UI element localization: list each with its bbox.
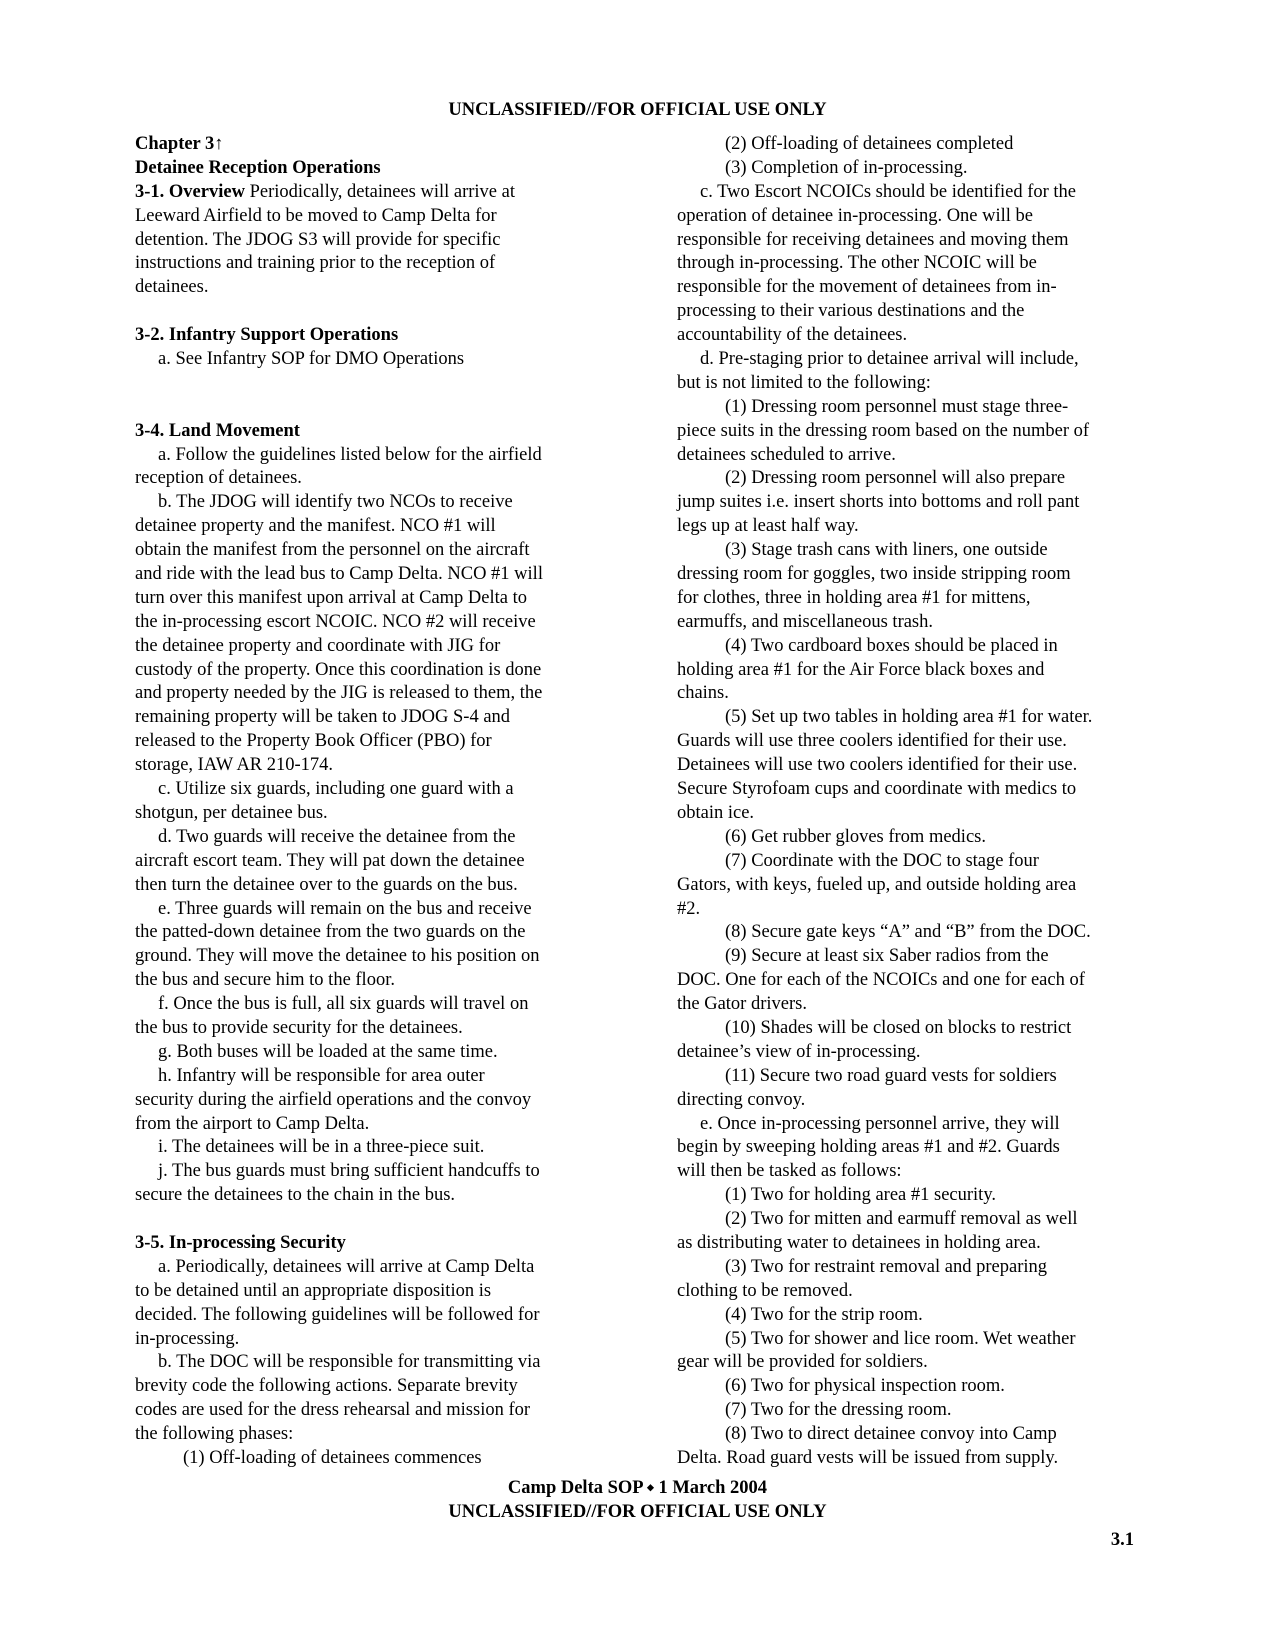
- footer-classification: UNCLASSIFIED//FOR OFFICIAL USE ONLY: [448, 1502, 827, 1522]
- text-line: the following phases:: [135, 1424, 294, 1445]
- text-line: responsible for receiving detainees and moving them: [677, 229, 1069, 250]
- text-line: from the airport to Camp Delta.: [135, 1113, 370, 1134]
- text-line: dressing room for goggles, two inside stripping room: [677, 564, 1071, 585]
- right-column: [677, 133, 1152, 1471]
- text-line: detention. The JDOG S3 will provide for specific: [135, 229, 501, 250]
- text-line: (8) Secure gate keys “A” and “B” from the DOC.: [725, 922, 1091, 943]
- text-line: DOC. One for each of the NCOICs and one for each of: [677, 970, 1085, 991]
- text-line: (2) Dressing room personnel will also prepare: [725, 468, 1066, 489]
- text-line: obtain ice.: [677, 802, 755, 823]
- text-line: detainee’s view of in-processing.: [677, 1041, 921, 1062]
- text-line: (7) Two for the dressing room.: [725, 1400, 952, 1421]
- text-line: then turn the detainee over to the guards on the bus.: [135, 874, 518, 895]
- text-line: remaining property will be taken to JDOG S-4 and: [135, 707, 511, 728]
- text-line: Guards will use three coolers identified for their use.: [677, 731, 1067, 752]
- text-line: responsible for the movement of detainees from in-: [677, 277, 1057, 298]
- blank-line: [135, 1208, 605, 1232]
- text-line: (6) Get rubber gloves from medics.: [725, 826, 986, 847]
- text-line: shotgun, per detainee bus.: [135, 802, 328, 823]
- text-line: d. Pre-staging prior to detainee arrival will include,: [700, 349, 1079, 370]
- text-line: a. Periodically, detainees will arrive at Camp Delta: [158, 1256, 535, 1277]
- text-line: operation of detainee in-processing. One will be: [677, 205, 1034, 226]
- section-heading: 3-1. Overview: [135, 181, 245, 202]
- text-line: the Gator drivers.: [677, 994, 807, 1015]
- text-line: (8) Two to direct detainee convoy into Camp: [725, 1424, 1057, 1445]
- left-column: [135, 133, 605, 1471]
- text-line: h. Infantry will be responsible for area outer: [158, 1065, 485, 1086]
- text-line: (1) Off-loading of detainees commences: [183, 1447, 482, 1468]
- text-line: (11) Secure two road guard vests for soldiers: [725, 1065, 1057, 1086]
- text-line: the detainee property and coordinate with JIG for: [135, 635, 501, 656]
- text-line: Gators, with keys, fueled up, and outside holding area: [677, 874, 1077, 895]
- blank-line: [135, 396, 605, 420]
- text-line: Secure Styrofoam cups and coordinate with medics to: [677, 779, 1077, 800]
- text-line: (7) Coordinate with the DOC to stage four: [725, 850, 1039, 871]
- text-line: to be detained until an appropriate disposition is: [135, 1280, 492, 1301]
- text-line: Delta. Road guard vests will be issued from supply.: [677, 1447, 1059, 1468]
- text-line: custody of the property. Once this coordination is done: [135, 659, 542, 680]
- text-line: a. See Infantry SOP for DMO Operations: [158, 349, 465, 370]
- text-line: accountability of the detainees.: [677, 325, 908, 346]
- text-line: e. Three guards will remain on the bus and receive: [158, 898, 532, 919]
- text-line: clothing to be removed.: [677, 1280, 853, 1301]
- text-line: (10) Shades will be closed on blocks to restrict: [725, 1017, 1072, 1038]
- text-line: released to the Property Book Officer (PBO) for: [135, 731, 492, 752]
- text-line: (4) Two for the strip room.: [725, 1304, 923, 1325]
- text-line: for clothes, three in holding area #1 for mittens,: [677, 587, 1031, 608]
- section-heading: 3-4. Land Movement: [135, 420, 300, 441]
- text-line: i. The detainees will be in a three-piece suit.: [158, 1137, 485, 1158]
- text-line: decided. The following guidelines will be followed for: [135, 1304, 540, 1325]
- text-line: (5) Set up two tables in holding area #1 for water.: [725, 707, 1093, 728]
- text-line: directing convoy.: [677, 1089, 806, 1110]
- text-line: Detainees will use two coolers identified for their use.: [677, 755, 1078, 776]
- text-line: d. Two guards will receive the detainee from the: [158, 826, 516, 847]
- text-line: c. Utilize six guards, including one guard with a: [158, 779, 514, 800]
- footer-document-title: Camp Delta SOP ⬩ 1 March 2004: [507, 1478, 768, 1498]
- text-line: ground. They will move the detainee to his position on: [135, 946, 540, 967]
- text-line: begin by sweeping holding areas #1 and #2. Guards: [677, 1137, 1060, 1158]
- text-line: codes are used for the dress rehearsal and mission for: [135, 1400, 531, 1421]
- classification-header: UNCLASSIFIED//FOR OFFICIAL USE ONLY: [448, 100, 827, 120]
- text-line: in-processing.: [135, 1328, 240, 1349]
- text-line: the in-processing escort NCOIC. NCO #2 will receive: [135, 611, 536, 632]
- text-line: turn over this manifest upon arrival at Camp Delta to: [135, 587, 527, 608]
- text-line: legs up at least half way.: [677, 516, 859, 537]
- text-line: detainees.: [135, 277, 209, 298]
- text-line: g. Both buses will be loaded at the same time.: [158, 1041, 498, 1062]
- section-heading: 3-5. In-processing Security: [135, 1232, 346, 1253]
- text-line: (1) Two for holding area #1 security.: [725, 1185, 996, 1206]
- text-line: the patted-down detainee from the two guards on the: [135, 922, 526, 943]
- text-line: Leeward Airfield to be moved to Camp Delta for: [135, 205, 497, 226]
- text-line: holding area #1 for the Air Force black boxes and: [677, 659, 1045, 680]
- text-line: instructions and training prior to the reception of: [135, 253, 496, 274]
- text-line: detainee property and the manifest. NCO #1 will: [135, 516, 496, 537]
- text-line: through in-processing. The other NCOIC will be: [677, 253, 1037, 274]
- blank-line: [135, 372, 605, 396]
- text-line: piece suits in the dressing room based on the number of: [677, 420, 1090, 441]
- text-line: j. The bus guards must bring sufficient handcuffs to: [158, 1161, 540, 1182]
- text-line: the bus to provide security for the detainees.: [135, 1017, 463, 1038]
- text-line: (9) Secure at least six Saber radios from the: [725, 946, 1049, 967]
- text-line: obtain the manifest from the personnel on the aircraft: [135, 540, 530, 561]
- text-line: aircraft escort team. They will pat down the detainee: [135, 850, 525, 871]
- text-line: and property needed by the JIG is released to them, the: [135, 683, 543, 704]
- text-line: #2.: [677, 898, 701, 919]
- page-number: 3.1: [1110, 1530, 1134, 1550]
- text-line: [135, 181, 605, 205]
- text-line: chains.: [677, 683, 729, 704]
- text-line: e. Once in-processing personnel arrive, they will: [700, 1113, 1060, 1134]
- text-line: (2) Off-loading of detainees completed: [725, 134, 1014, 154]
- section-heading: Detainee Reception Operations: [135, 157, 381, 178]
- text-line: (6) Two for physical inspection room.: [725, 1376, 1005, 1397]
- text-line: (3) Two for restraint removal and preparing: [725, 1256, 1047, 1277]
- text-line: storage, IAW AR 210-174.: [135, 755, 334, 776]
- text-line: (5) Two for shower and lice room. Wet weather: [725, 1328, 1076, 1349]
- text-line: (3) Stage trash cans with liners, one outside: [725, 540, 1048, 561]
- text-line: as distributing water to detainees in holding area.: [677, 1232, 1041, 1253]
- text-line: b. The JDOG will identify two NCOs to receive: [158, 492, 513, 513]
- text-line: the bus and secure him to the floor.: [135, 970, 395, 991]
- text-line: gear will be provided for soldiers.: [677, 1352, 928, 1373]
- text-line: security during the airfield operations and the convoy: [135, 1089, 532, 1110]
- text-line: (2) Two for mitten and earmuff removal as well: [725, 1209, 1078, 1230]
- text-line: (4) Two cardboard boxes should be placed in: [725, 635, 1058, 656]
- text-line: (3) Completion of in-processing.: [725, 157, 968, 178]
- text-line: (1) Dressing room personnel must stage three-: [725, 396, 1069, 417]
- text-line: detainees scheduled to arrive.: [677, 444, 896, 465]
- text-line: a. Follow the guidelines listed below for the airfield: [158, 444, 542, 465]
- text-line: f. Once the bus is full, all six guards will travel on: [158, 994, 529, 1015]
- text-line: and ride with the lead bus to Camp Delta. NCO #1 will: [135, 564, 543, 585]
- text-line: b. The DOC will be responsible for transmitting via: [158, 1352, 541, 1373]
- blank-line: [135, 300, 605, 324]
- section-heading: Chapter 3↑: [135, 134, 224, 154]
- text-line: brevity code the following actions. Separate brevity: [135, 1376, 518, 1397]
- text-line: jump suites i.e. insert shorts into bottoms and roll pant: [677, 492, 1080, 513]
- text-line: reception of detainees.: [135, 468, 302, 489]
- section-heading: 3-2. Infantry Support Operations: [135, 325, 399, 346]
- text-line: will then be tasked as follows:: [677, 1161, 902, 1182]
- text-line: processing to their various destinations and the: [677, 301, 1025, 322]
- text-run: Periodically, detainees will arrive at: [244, 181, 515, 202]
- text-line: secure the detainees to the chain in the bus.: [135, 1185, 456, 1206]
- text-line: but is not limited to the following:: [677, 372, 931, 393]
- text-line: c. Two Escort NCOICs should be identified for the: [700, 181, 1077, 202]
- text-line: earmuffs, and miscellaneous trash.: [677, 611, 934, 632]
- page-footer: [0, 1476, 1275, 1524]
